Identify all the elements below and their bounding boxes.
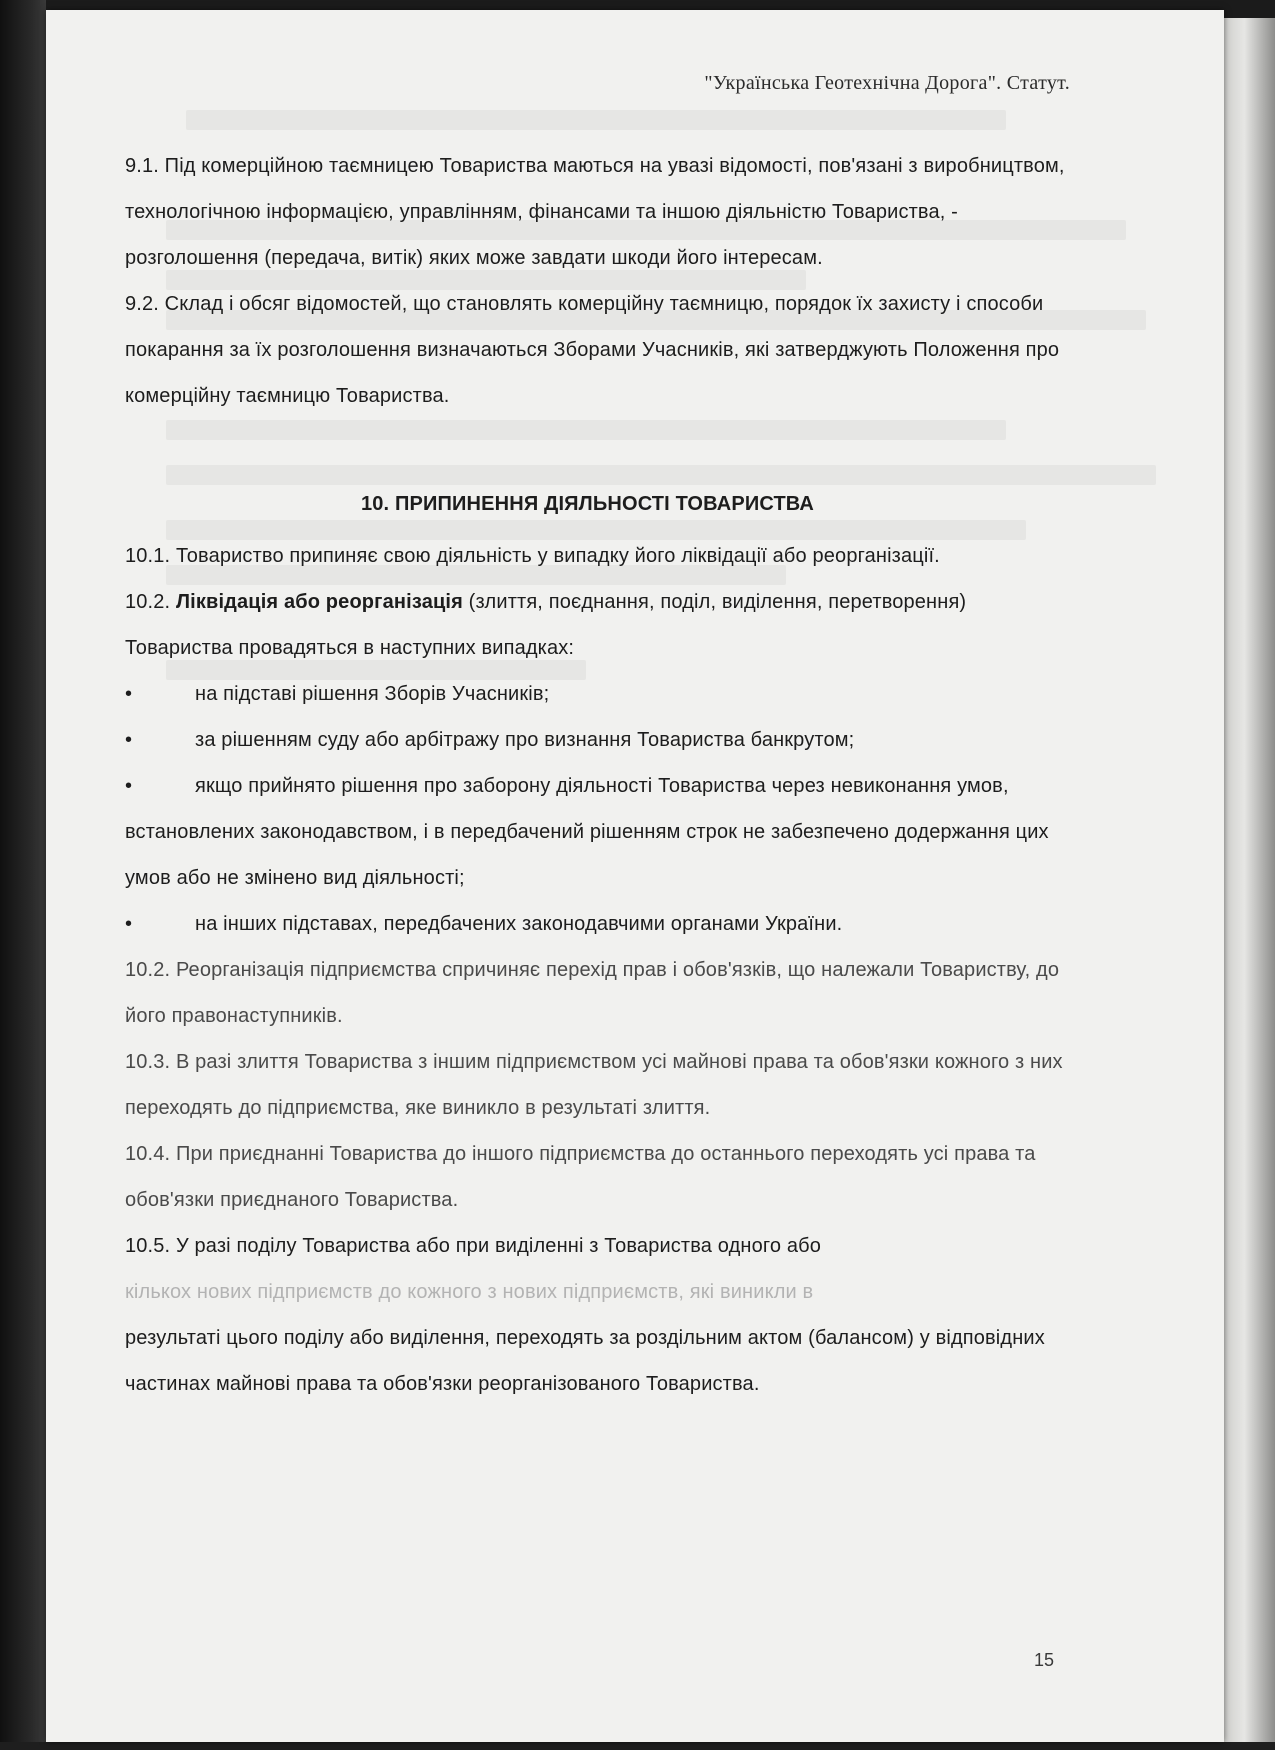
paragraph-10-3: 10.3. В разі злиття Товариства з іншим підприємством усі майнові права та обов'язки кожного з них переходять до підприємства, яке виникло в результаті злиття. <box>125 1051 1063 1119</box>
paragraph-10-2-text: (злиття, поєднання, поділ, виділення, перетворення) Товариства провадяться в наступних випадках: <box>125 591 967 659</box>
page-curl-edge <box>1224 18 1275 1750</box>
bullet-icon: • <box>125 775 133 797</box>
paragraph-10-5 <box>125 1223 1070 1407</box>
list-item <box>125 763 1070 901</box>
bullet-icon: • <box>125 683 133 705</box>
paragraph-10-2-bold-term: Ліквідація або реорганізація <box>175 591 463 613</box>
document-header: "Українська Геотехнічна Дорога". Статут. <box>704 72 1070 94</box>
paragraph-10-2-reorganization: 10.2. Реорганізація підприємства спричиняє перехід прав і обов'язків, що належали Товариству, до його правонаступників. <box>125 959 1060 1027</box>
paragraph-10-2-number: 10.2. <box>125 591 171 613</box>
paragraph-10-5-faded-line: кількох нових підприємств до кожного з нових підприємств, які виникли в <box>125 1281 814 1303</box>
document-body <box>125 143 1070 1407</box>
list-item <box>125 671 1070 717</box>
list-item-text: якщо прийнято рішення про заборону діяльності Товариства через невиконання умов, встановлених законодавством, і в передбачений рішенням строк не забезпечено додержання цих умов або не змінено вид діяльності; <box>125 775 1049 889</box>
list-item-text: за рішенням суду або арбітражу про визнання Товариства банкрутом; <box>195 729 855 751</box>
list-item-text: на інших підставах, передбачених законодавчими органами України. <box>195 913 843 935</box>
paragraph-9-2: 9.2. Склад і обсяг відомостей, що становлять комерційну таємницю, порядок їх захисту і способи покарання за їх розголошення визначаються Зборами Учасників, які затверджують Положення про комерційну таємницю Товариства. <box>125 293 1060 407</box>
list-item <box>125 717 1070 763</box>
bullet-icon: • <box>125 729 133 751</box>
scan-left-edge <box>0 0 46 1750</box>
paragraph-10-2 <box>125 579 1070 671</box>
page-number: 15 <box>1034 1650 1055 1670</box>
paragraph-10-5-line-1: 10.5. У разі поділу Товариства або при виділенні з Товариства одного або <box>125 1235 822 1257</box>
paragraph-9-1: 9.1. Під комерційною таємницею Товариства маються на увазі відомості, пов'язані з виробництвом, технологічною інформацією, управлінням, фінансами та іншою діяльністю Товариства, - розголошення (передача, витік) яких може завдати шкоди його інтересам. <box>125 155 1065 269</box>
bullet-icon: • <box>125 913 133 935</box>
paragraph-10-5-rest: результаті цього поділу або виділення, переходять за роздільним актом (балансом) у відповідних частинах майнові права та обов'язки реорганізованого Товариства. <box>125 1327 1045 1395</box>
paragraph-10-4: 10.4. При приєднанні Товариства до іншого підприємства до останнього переходять усі права та обов'язки приєднаного Товариства. <box>125 1143 1036 1211</box>
scan-bottom-edge <box>0 1742 1275 1750</box>
list-item <box>125 901 1070 947</box>
list-item-text: на підставі рішення Зборів Учасників; <box>195 683 550 705</box>
section-10-heading: 10. ПРИПИНЕННЯ ДІЯЛЬНОСТІ ТОВАРИСТВА <box>361 493 814 515</box>
paragraph-10-1: 10.1. Товариство припиняє свою діяльність у випадку його ліквідації або реорганізації. <box>125 545 940 567</box>
